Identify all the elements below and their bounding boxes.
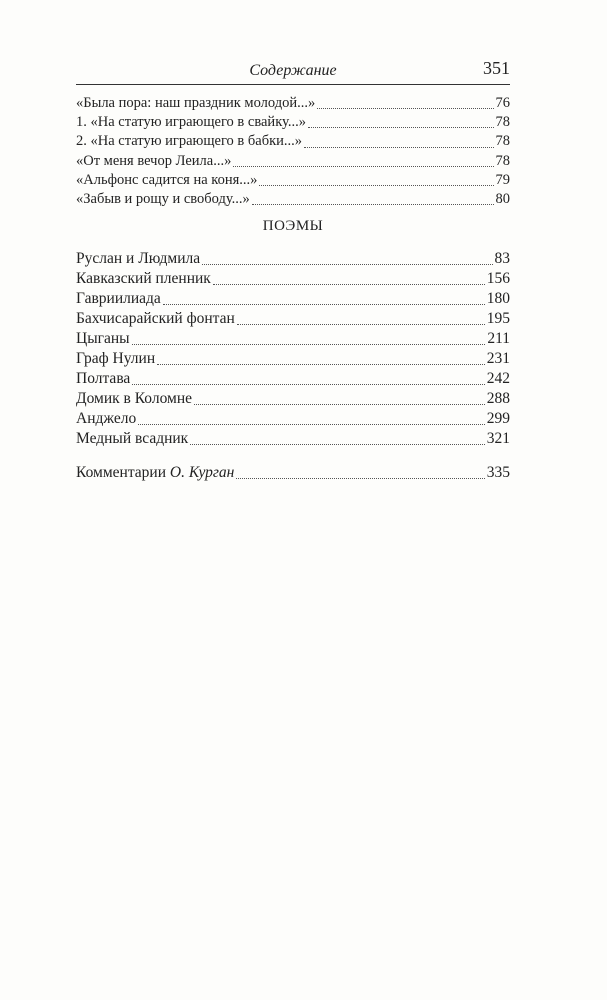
toc-entry-commentary[interactable] [76,463,510,483]
entry-page: 156 [486,270,510,287]
entry-page: 335 [486,464,510,481]
dot-leader [252,204,494,205]
commentary-list [76,463,510,483]
entry-page: 231 [486,350,510,367]
entry-title: «Была пора: наш праздник молодой...» [76,95,316,111]
entry-page: 242 [486,370,510,387]
entry-page: 299 [486,410,510,427]
entry-title: Кавказский пленник [76,270,211,287]
commentary-label: Комментарии [76,464,170,481]
toc-entry[interactable] [76,329,510,349]
toc-entry[interactable] [76,94,510,113]
entry-title: Анджело [76,410,137,427]
entry-title: Бахчисарайский фонтан [76,310,235,327]
entry-page: 321 [486,430,510,447]
entry-page: 79 [495,171,510,188]
dot-leader [163,304,485,305]
entry-page: 80 [495,190,510,207]
toc-entry[interactable] [76,409,510,429]
toc-entry[interactable] [76,190,510,209]
dot-leader [237,324,485,325]
dot-leader [233,166,493,167]
entry-title: «Альфонс садится на коня...» [76,171,258,188]
entry-page: 211 [487,330,510,347]
entry-title: 2. «На статую играющего в бабки...» [76,133,303,150]
dot-leader [308,127,494,128]
page-number: 351 [483,58,510,78]
entry-title: Цыганы [76,330,130,347]
lyrics-list [76,94,510,209]
entry-page: 195 [486,310,510,327]
dot-leader [317,108,493,109]
dot-leader [202,264,492,265]
entry-title: «От меня вечор Леила...» [76,152,232,169]
poems-list [76,249,510,449]
dot-leader [138,424,485,425]
toc-entry[interactable] [76,389,510,409]
toc-entry[interactable] [76,132,510,151]
dot-leader [213,284,485,285]
entry-title: Домик в Коломне [76,390,193,407]
entry-title: Граф Нулин [76,350,156,367]
entry-page: 78 [495,152,510,169]
commentary-author: О. Курган [169,464,235,481]
entry-page: 78 [495,133,510,150]
toc-entry[interactable] [76,309,510,329]
dot-leader [194,404,485,405]
toc-entry[interactable] [76,171,510,190]
entry-page: 78 [495,114,510,131]
entry-title: Гавриилиада [76,290,161,307]
dot-leader [132,344,486,345]
page-header [76,56,510,85]
entry-title: Руслан и Людмила [76,250,201,267]
dot-leader [157,364,485,365]
dot-leader [190,444,485,445]
entry-page: 76 [495,95,510,111]
entry-title [76,463,234,483]
toc-entry[interactable] [76,369,510,389]
entry-title: Медный всадник [76,430,189,447]
entry-title: Полтава [76,370,131,387]
entry-page: 180 [486,290,510,307]
toc-entry[interactable] [76,429,510,449]
toc-entry[interactable] [76,269,510,289]
dot-leader [236,478,484,479]
entry-page: 288 [486,390,510,407]
toc-entry[interactable] [76,152,510,171]
dot-leader [259,185,493,186]
section-heading: ПОЭМЫ [262,218,324,234]
dot-leader [132,384,484,385]
dot-leader [304,147,493,148]
toc-entry[interactable] [76,113,510,132]
toc-entry[interactable] [76,249,510,269]
entry-title: 1. «На статую играющего в свайку...» [76,114,306,131]
entry-page: 83 [494,250,510,267]
toc-entry[interactable] [76,349,510,369]
toc-entry[interactable] [76,289,510,309]
entry-title: «Забыв и рощу и свободу...» [76,190,250,207]
running-title: Содержание [249,62,337,79]
